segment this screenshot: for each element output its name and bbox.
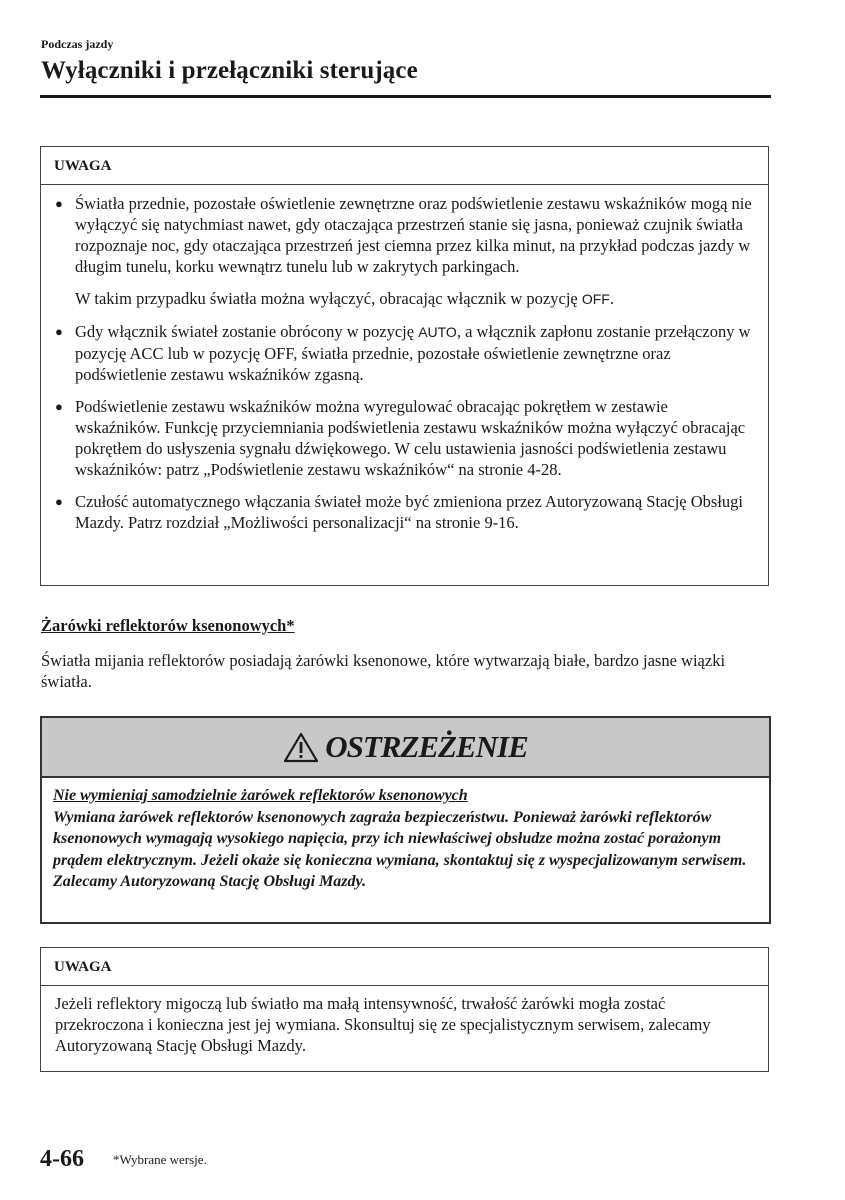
followup-text: W takim przypadku światła można wyłączyć, obracając włącznik w pozycję [75, 289, 578, 308]
title-rule [40, 95, 771, 98]
warning-title: OSTRZEŻENIE [325, 729, 528, 764]
note-label: UWAGA [41, 948, 768, 986]
off-symbol: OFF [581, 291, 610, 307]
bullet-icon: ● [55, 196, 63, 211]
page-number: 4-66 [40, 1146, 84, 1172]
followup-end: . [609, 289, 614, 308]
section-kicker: Podczas jazdy [41, 37, 114, 51]
bullet2-rest: , a włącznik zapłonu zostanie przełączony w pozycję ACC lub w pozycję OFF, światła przednie, pozostałe oświetlenie zewnętrzne oraz podświetlenie zestawu wskaźników zgasną. [75, 322, 751, 384]
warning-box [40, 716, 771, 924]
footer-note: *Wybrane wersje. [113, 1152, 207, 1167]
section-heading: Żarówki reflektorów ksenonowych* [41, 616, 295, 635]
bullet-icon: ● [55, 399, 63, 414]
note-box-1 [40, 146, 769, 586]
section-paragraph: Światła mijania reflektorów posiadają żarówki ksenonowe, które wytwarzają białe, bardzo jasne wiązki światła. [41, 651, 726, 691]
bullet-icon: ● [55, 494, 63, 509]
bullet-text [75, 321, 755, 385]
bullet2-start: Gdy włącznik świateł zostanie obrócony w pozycję [75, 322, 415, 341]
list-item [55, 396, 755, 480]
list-item [55, 321, 755, 385]
bullet-text: Czułość automatycznego włączania świateł może być zmieniona przez Autoryzowaną Stację Obsługi Mazdy. Patrz rozdział „Możliwości personalizacji“ na stronie 9-16. [75, 492, 744, 532]
warning-header [42, 718, 769, 778]
warning-subtitle: Nie wymieniaj samodzielnie żarówek reflektorów ksenonowych [53, 787, 468, 804]
bullet-icon: ● [55, 324, 63, 339]
warning-text: Wymiana żarówek reflektorów ksenonowych zagraża bezpieczeństwu. Ponieważ żarówki reflektorów ksenonowych wymagają wysokiego napięcia, przy ich niewłaściwej obsłudze można zostać porażonym prądem elektrycznym. Jeżeli okaże się konieczna wymiana, skontaktuj się z wyspecjalizowanym serwisem. Zalecamy Autoryzowaną Stację Obsługi Mazdy. [53, 808, 747, 890]
followup-paragraph [75, 288, 755, 310]
bullet-text: Światła przednie, pozostałe oświetlenie zewnętrzne oraz podświetlenie zestawu wskaźników mogą nie wyłączyć się natychmiast nawet, gdy otaczająca przestrzeń stanie się jasna, ponieważ czujnik światła rozpoznaje noc, gdy otaczająca przestrzeń jest ciemna przez kilka minut, na przykład podczas jazdy w długim tunelu, korku wewnątrz tunelu lub w zakrytych parkingach. [75, 194, 752, 276]
auto-symbol: AUTO [418, 324, 457, 340]
note-box-2 [40, 947, 769, 1072]
note-body [41, 185, 768, 543]
page-title: Wyłączniki i przełączniki sterujące [41, 57, 418, 84]
warning-triangle-icon [283, 731, 319, 763]
bullet-text: Podświetlenie zestawu wskaźników można wyregulować obracając pokrętłem w zestawie wskaźników. Funkcję przyciemniania podświetlenia zestawu wskaźników można wyłączyć obracając pokrętłem do usłyszenia sygnału dźwiękowego. W celu ustawienia jasności podświetlenia zestawu wskaźników: patrz „Podświetlenie zestawu wskaźników“ na stronie 4-28. [75, 397, 746, 479]
warning-body [42, 778, 769, 893]
note-label: UWAGA [41, 147, 768, 185]
note-body: Jeżeli reflektory migoczą lub światło ma małą intensywność, trwałość żarówki mogła zostać przekroczona i konieczna jest jej wymiana. Skonsultuj się ze specjalistycznym serwisem, zalecamy Autoryzowaną Stację Obsługi Mazdy. [55, 994, 711, 1055]
list-item [55, 193, 755, 277]
list-item [55, 491, 755, 533]
